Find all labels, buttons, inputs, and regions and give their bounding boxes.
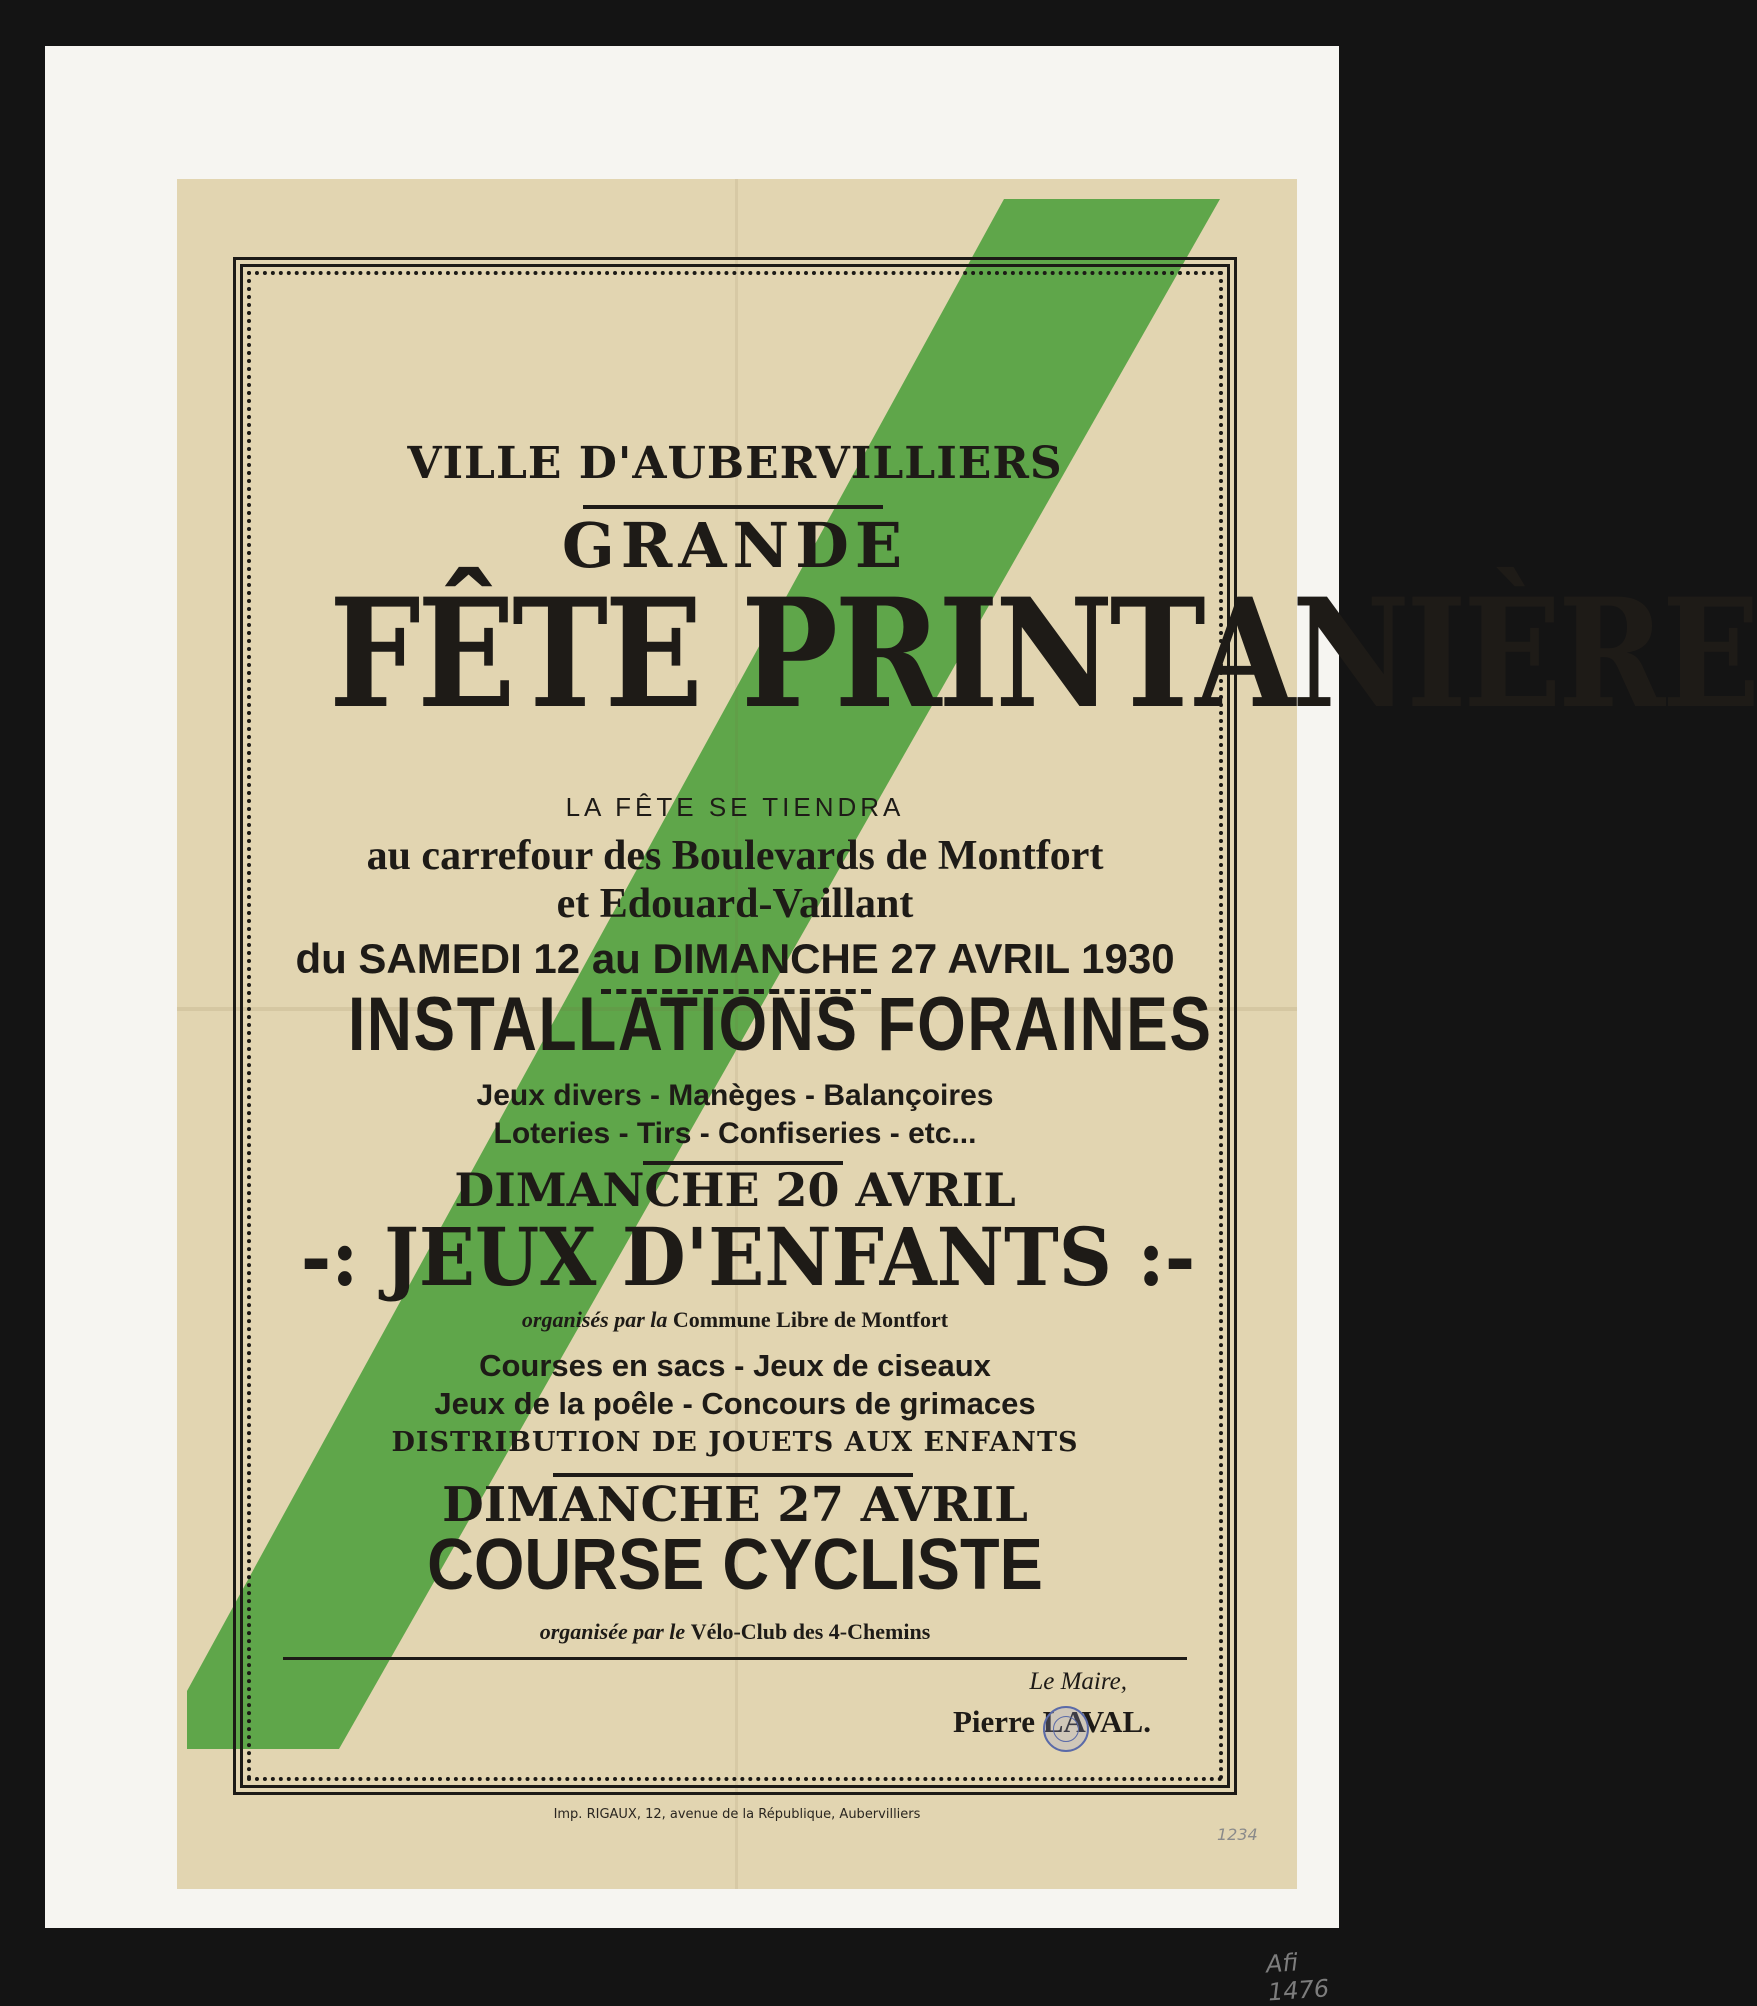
headline-installations-foraines: INSTALLATIONS FORAINES <box>347 982 1213 1067</box>
organized-by-label: organisée par le <box>539 1619 686 1644</box>
text-games-line1: Courses en sacs - Jeux de ciseaux <box>479 1348 991 1383</box>
text-dates: du SAMEDI 12 au DIMANCHE 27 AVRIL 1930 <box>295 935 1175 982</box>
headline-dimanche-20-avril: DIMANCHE 20 AVRIL <box>454 1163 1016 1217</box>
text-attractions-line1: Jeux divers - Manèges - Balançoires <box>476 1079 994 1112</box>
text-la-fete-se-tiendra: LA FÊTE SE TIENDRA <box>565 792 905 822</box>
handwritten-number: 1234 <box>1217 1825 1258 1844</box>
headline-city: VILLE D'AUBERVILLIERS <box>407 438 1063 489</box>
organized-by-label: organisés par la <box>521 1307 668 1332</box>
text-attractions-line2: Loteries - Tirs - Confiseries - etc... <box>493 1117 977 1150</box>
headline-grande: GRANDE <box>561 509 909 582</box>
organizer-commune: Commune Libre de Montfort <box>672 1307 949 1332</box>
text-organized-by-velo-club <box>263 1621 1207 1643</box>
divider-full <box>283 1657 1187 1660</box>
text-distribution-jouets: DISTRIBUTION DE JOUETS AUX ENFANTS <box>391 1427 1079 1458</box>
poster <box>177 179 1757 1889</box>
headline-course-cycliste: COURSE CYCLISTE <box>427 1525 1043 1605</box>
headline-fete-printaniere: FÊTE PRINTANIÈRE <box>329 566 1757 742</box>
text-organized-by-commune <box>263 1309 1207 1331</box>
handwritten-reference: Afi 1476 <box>1265 1948 1330 2006</box>
mounting-sheet <box>45 46 1757 2006</box>
signature-title: Le Maire, <box>1029 1668 1127 1695</box>
text-games-line2: Jeux de la poêle - Concours de grimaces <box>434 1386 1036 1421</box>
organizer-velo-club: Vélo-Club des 4-Chemins <box>690 1619 931 1644</box>
printer-imprint: Imp. RIGAUX, 12, avenue de la République, Aubervilliers <box>553 1807 921 1822</box>
poster-content <box>263 287 1757 1767</box>
headline-dimanche-27-avril: DIMANCHE 27 AVRIL <box>442 1477 1028 1533</box>
library-stamp <box>1043 1706 1089 1752</box>
text-location-line2: et Edouard-Vaillant <box>556 881 914 927</box>
text-location-line1: au carrefour des Boulevards de Montfort <box>366 833 1104 879</box>
headline-jeux-denfants: -: JEUX D'ENFANTS :- <box>300 1210 1196 1304</box>
signature-name: Pierre LAVAL. <box>952 1704 1151 1739</box>
